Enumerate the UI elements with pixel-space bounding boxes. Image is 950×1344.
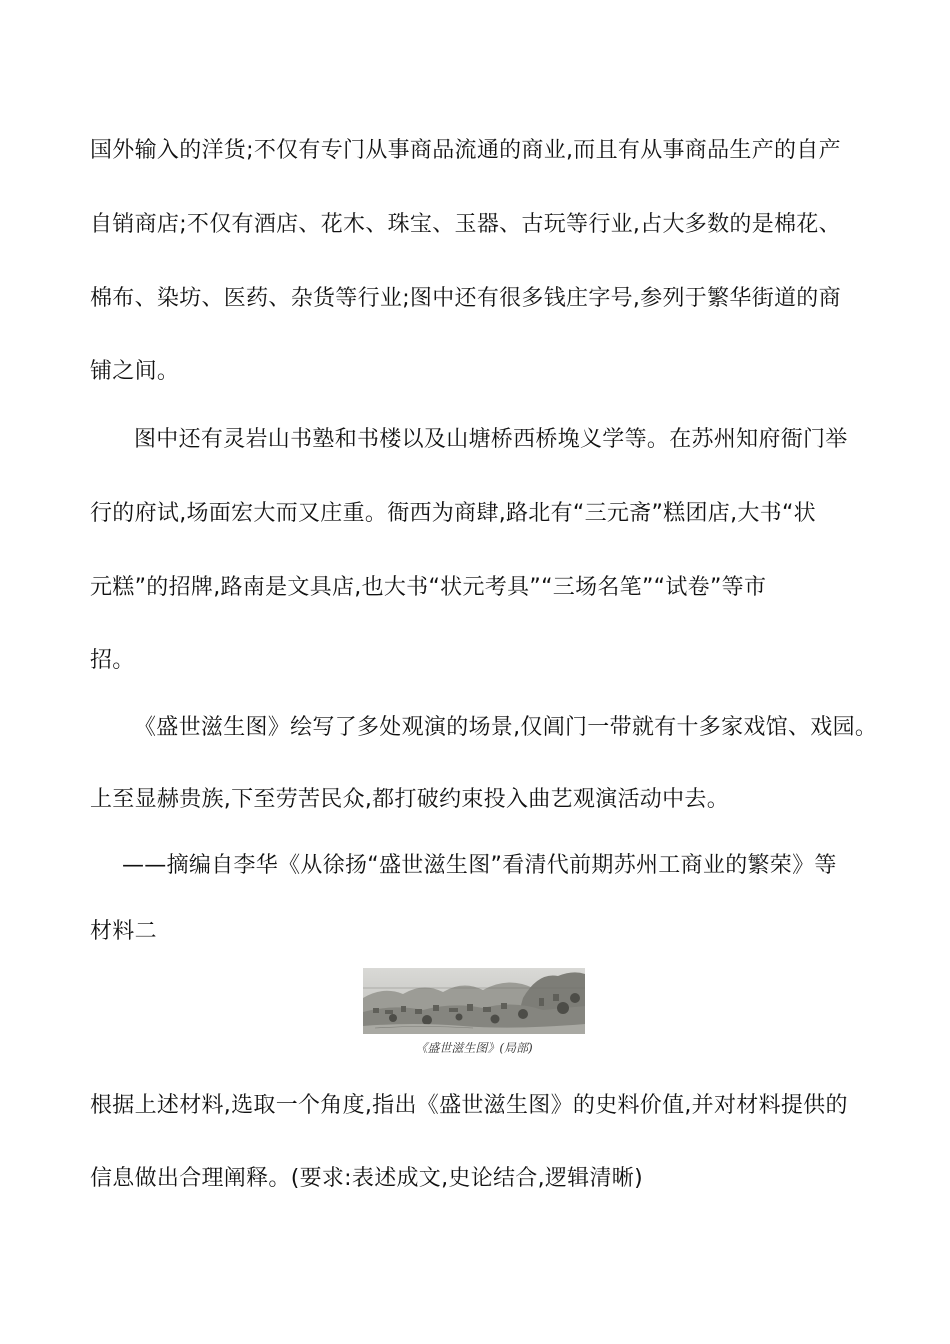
paragraph-1-line-4: 铺之间。 <box>90 359 180 384</box>
question-line-1: 根据上述材料,选取一个角度,指出《盛世滋生图》的史料价值,并对材料提供的 <box>90 1093 848 1118</box>
paragraph-3-line-1: 《盛世滋生图》绘写了多处观演的场景,仅阊门一带就有十多家戏馆、戏园。 <box>134 715 878 740</box>
paragraph-1-line-3: 棉布、染坊、医药、杂货等行业;图中还有很多钱庄字号,参列于繁华街道的商 <box>90 286 841 311</box>
painting-image <box>363 968 585 1034</box>
paragraph-1-line-1: 国外输入的洋货;不仅有专门从事商品流通的商业,而且有从事商品生产的自产 <box>90 138 841 163</box>
source-attribution: ——摘编自李华《从徐扬“盛世滋生图”看清代前期苏州工商业的繁荣》等 <box>122 853 837 878</box>
paragraph-3-line-2: 上至显赫贵族,下至劳苦民众,都打破约束投入曲艺观演活动中去。 <box>90 787 729 812</box>
paragraph-2-line-4: 招。 <box>90 648 135 673</box>
paragraph-2-line-1: 图中还有灵岩山书塾和书楼以及山塘桥西桥堍义学等。在苏州知府衙门举 <box>134 427 848 452</box>
paragraph-1-line-2: 自销商店;不仅有酒店、花木、珠宝、玉器、古玩等行业,占大多数的是棉花、 <box>90 212 841 237</box>
paragraph-2-line-3: 元糕”的招牌,路南是文具店,也大书“状元考具”“三场名笔”“试卷”等市 <box>90 575 767 600</box>
paragraph-2-line-2: 行的府试,场面宏大而又庄重。衙西为商肆,路北有“三元斋”糕团店,大书“状 <box>90 501 816 526</box>
material-2-label: 材料二 <box>90 919 157 944</box>
figure-caption: 《盛世滋生图》(局部) <box>415 1041 533 1055</box>
question-line-2: 信息做出合理阐释。(要求:表述成文,史论结合,逻辑清晰) <box>90 1166 643 1191</box>
